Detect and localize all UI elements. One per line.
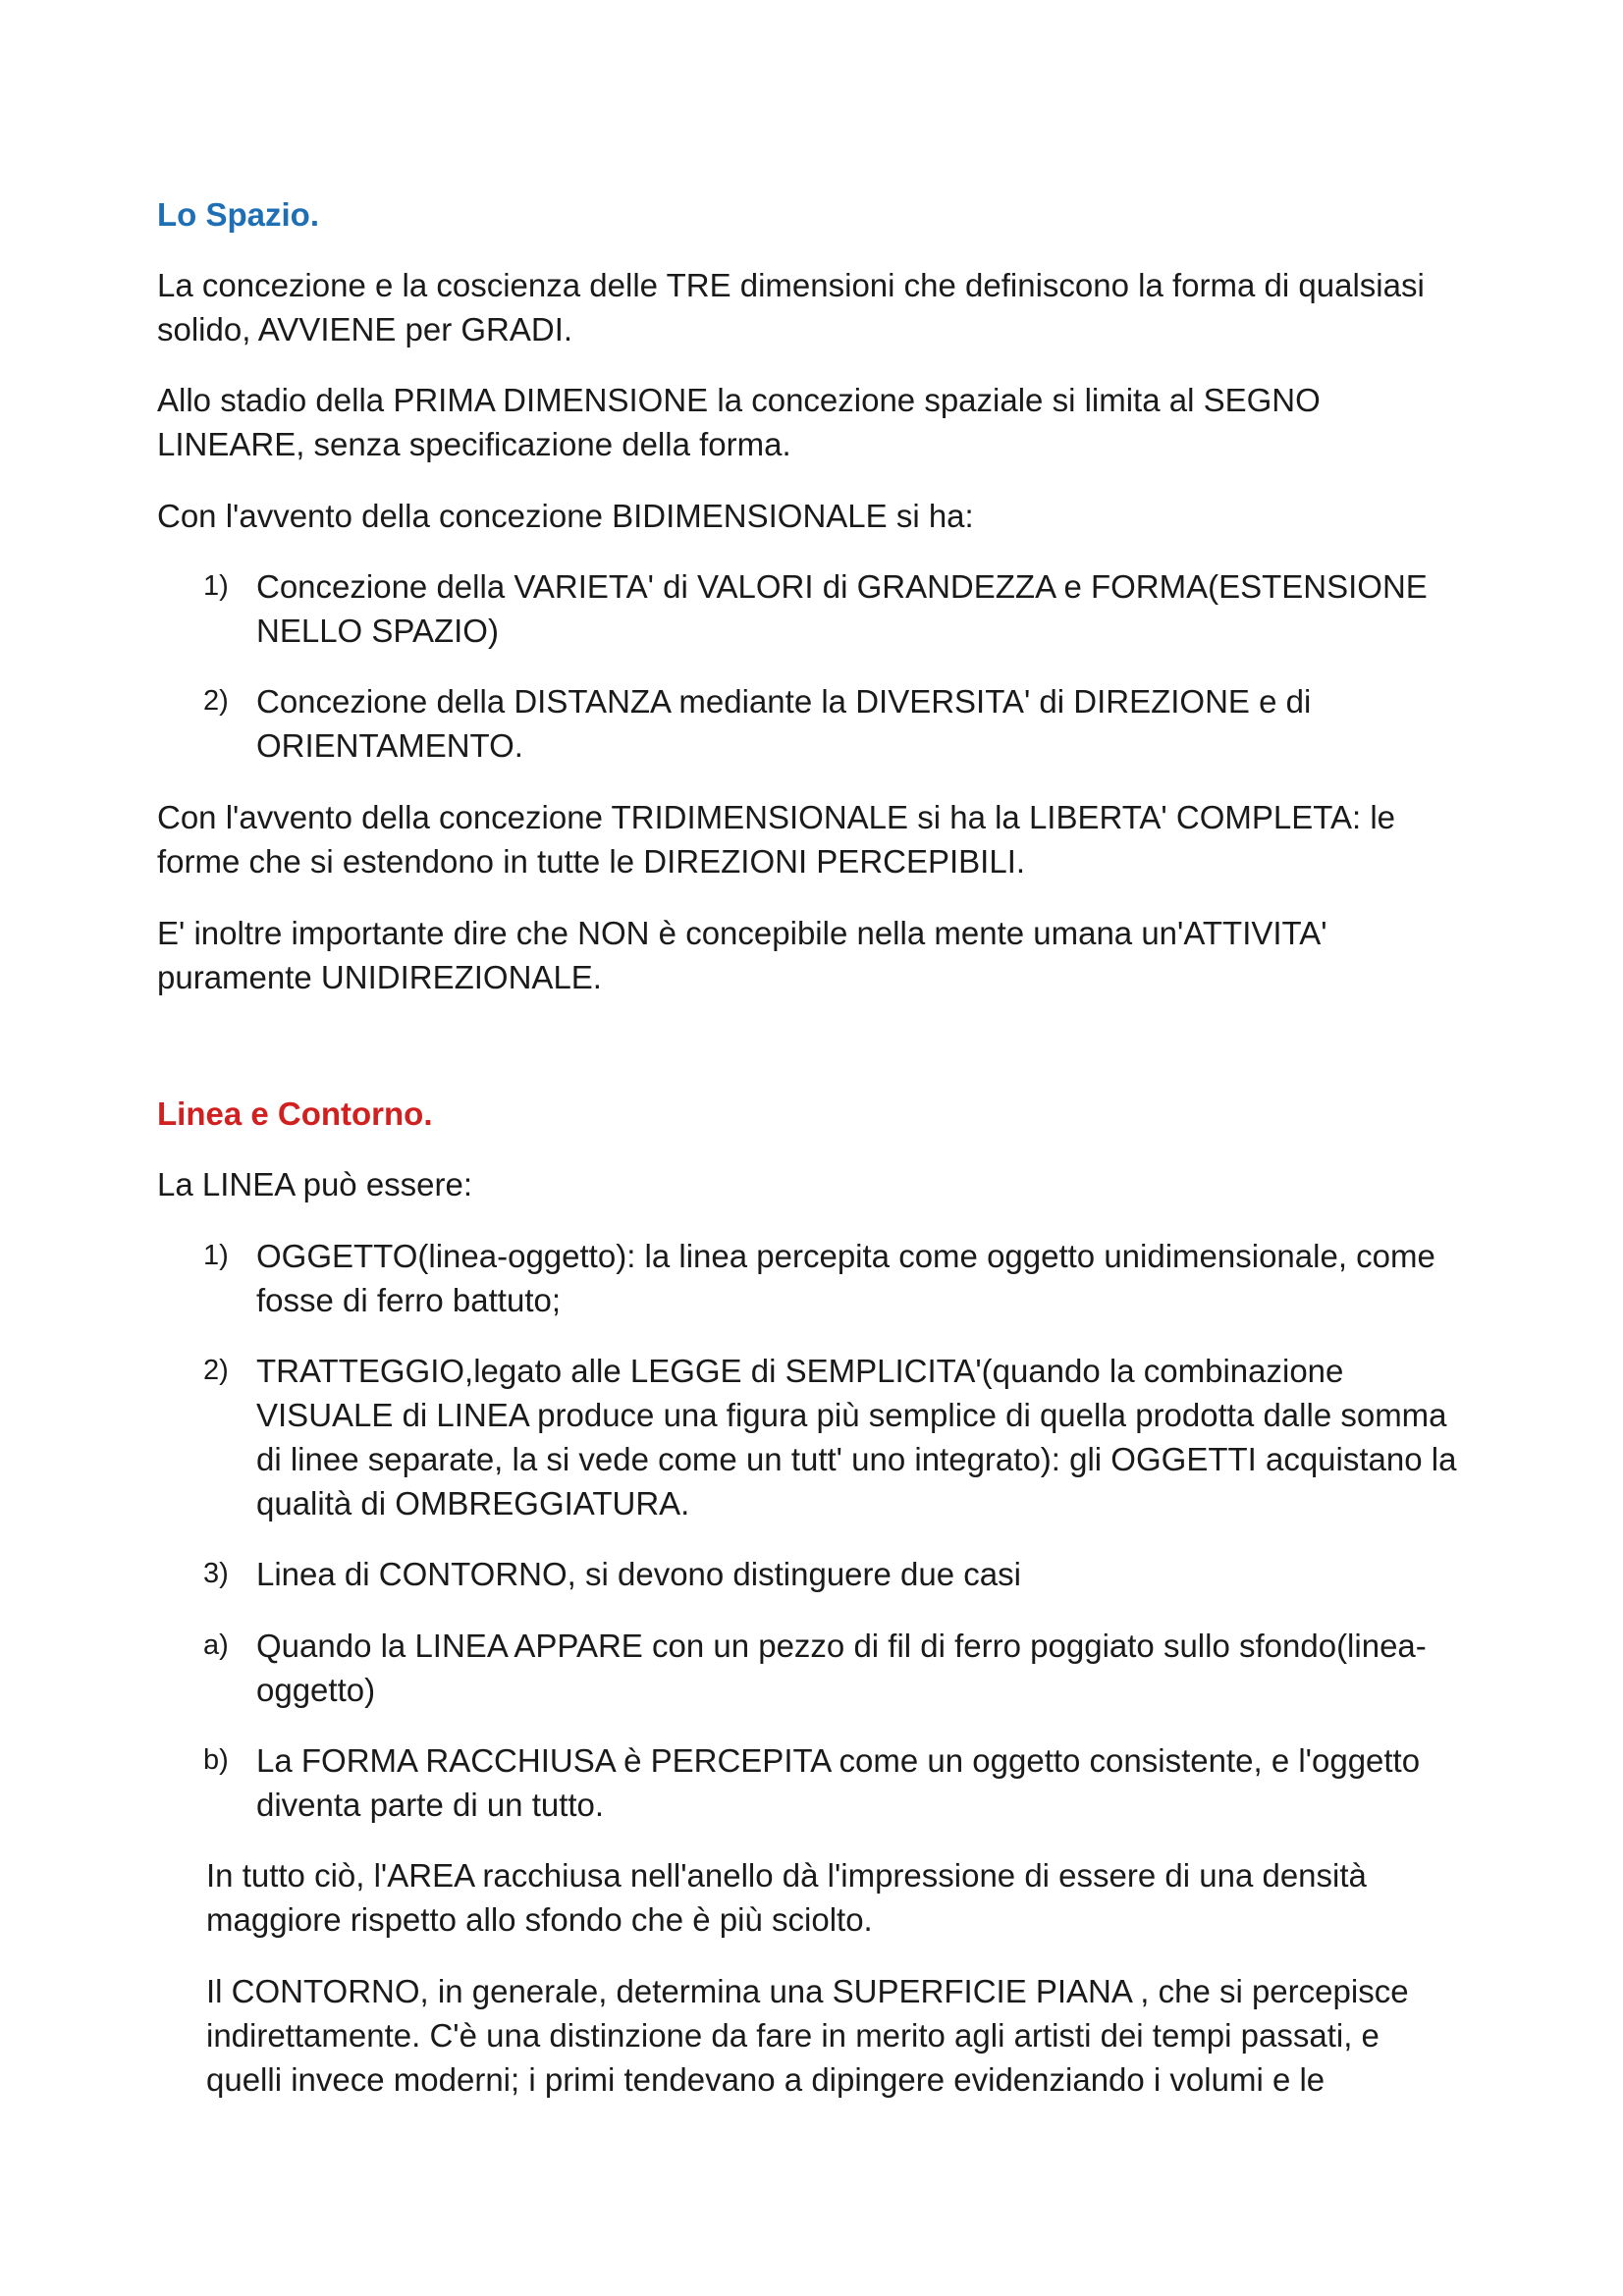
list-item-line: VISUALE di LINEA produce una figura più semplice di quella prodotta dalle somma <box>256 1397 1447 1433</box>
list-item-line: NELLO SPAZIO) <box>256 613 499 649</box>
list-item-line: Concezione della DISTANZA mediante la DIVERSITA' di DIREZIONE e di <box>256 683 1312 720</box>
paragraph-line: Con l'avvento della concezione BIDIMENSIONALE si ha: <box>157 498 974 534</box>
list-marker: 1) <box>203 570 229 602</box>
paragraph-line: Allo stadio della PRIMA DIMENSIONE la concezione spaziale si limita al SEGNO <box>157 382 1321 418</box>
paragraph-line: E' inoltre importante dire che NON è concepibile nella mente umana un'ATTIVITA' <box>157 915 1327 951</box>
paragraph-line: maggiore rispetto allo sfondo che è più sciolto. <box>206 1901 873 1938</box>
list-item-line: La FORMA RACCHIUSA è PERCEPITA come un oggetto consistente, e l'oggetto <box>256 1742 1421 1779</box>
list-marker: 2) <box>203 1355 229 1386</box>
paragraph-line: La concezione e la coscienza delle TRE dimensioni che definiscono la forma di qualsiasi <box>157 267 1425 303</box>
list-marker: 3) <box>203 1558 229 1589</box>
list-item-line: di linee separate, la si vede come un tutt' uno integrato): gli OGGETTI acquistano la <box>256 1441 1457 1477</box>
section-heading-space: Lo Spazio. <box>157 196 319 233</box>
paragraph-line: Con l'avvento della concezione TRIDIMENSIONALE si ha la LIBERTA' COMPLETA: le <box>157 799 1396 835</box>
list-item-line: OGGETTO(linea-oggetto): la linea percepita come oggetto unidimensionale, come <box>256 1238 1435 1274</box>
paragraph-line: In tutto ciò, l'AREA racchiusa nell'anello dà l'impressione di essere di una densità <box>206 1857 1367 1894</box>
list-item-line: oggetto) <box>256 1672 376 1708</box>
list-marker: 2) <box>203 685 229 717</box>
list-marker: b) <box>203 1744 229 1776</box>
paragraph-line: La LINEA può essere: <box>157 1166 473 1202</box>
paragraph-line: indirettamente. C'è una distinzione da fare in merito agli artisti dei tempi passati, e <box>206 2017 1380 2054</box>
list-marker: a) <box>203 1629 229 1661</box>
list-item-line: Concezione della VARIETA' di VALORI di GRANDEZZA e FORMA(ESTENSIONE <box>256 568 1428 605</box>
paragraph-line: quelli invece moderni; i primi tendevano a dipingere evidenziando i volumi e le <box>206 2061 1325 2098</box>
list-marker: 1) <box>203 1240 229 1271</box>
paragraph-line: Il CONTORNO, in generale, determina una SUPERFICIE PIANA , che si percepisce <box>206 1973 1409 2009</box>
list-item-line: fosse di ferro battuto; <box>256 1282 562 1318</box>
list-item-line: TRATTEGGIO,legato alle LEGGE di SEMPLICITA'(quando la combinazione <box>256 1353 1344 1389</box>
list-item-line: Linea di CONTORNO, si devono distinguere due casi <box>256 1556 1021 1592</box>
paragraph-line: LINEARE, senza specificazione della forma. <box>157 426 791 462</box>
paragraph-line: solido, AVVIENE per GRADI. <box>157 311 573 347</box>
paragraph-line: puramente UNIDIREZIONALE. <box>157 959 602 995</box>
list-item-line: diventa parte di un tutto. <box>256 1787 605 1823</box>
section-heading-line-contour: Linea e Contorno. <box>157 1095 433 1132</box>
list-item-line: qualità di OMBREGGIATURA. <box>256 1485 690 1522</box>
list-item-line: ORIENTAMENTO. <box>256 727 523 764</box>
paragraph-line: forme che si estendono in tutte le DIREZIONI PERCEPIBILI. <box>157 843 1026 880</box>
list-item-line: Quando la LINEA APPARE con un pezzo di fil di ferro poggiato sullo sfondo(linea- <box>256 1628 1427 1664</box>
